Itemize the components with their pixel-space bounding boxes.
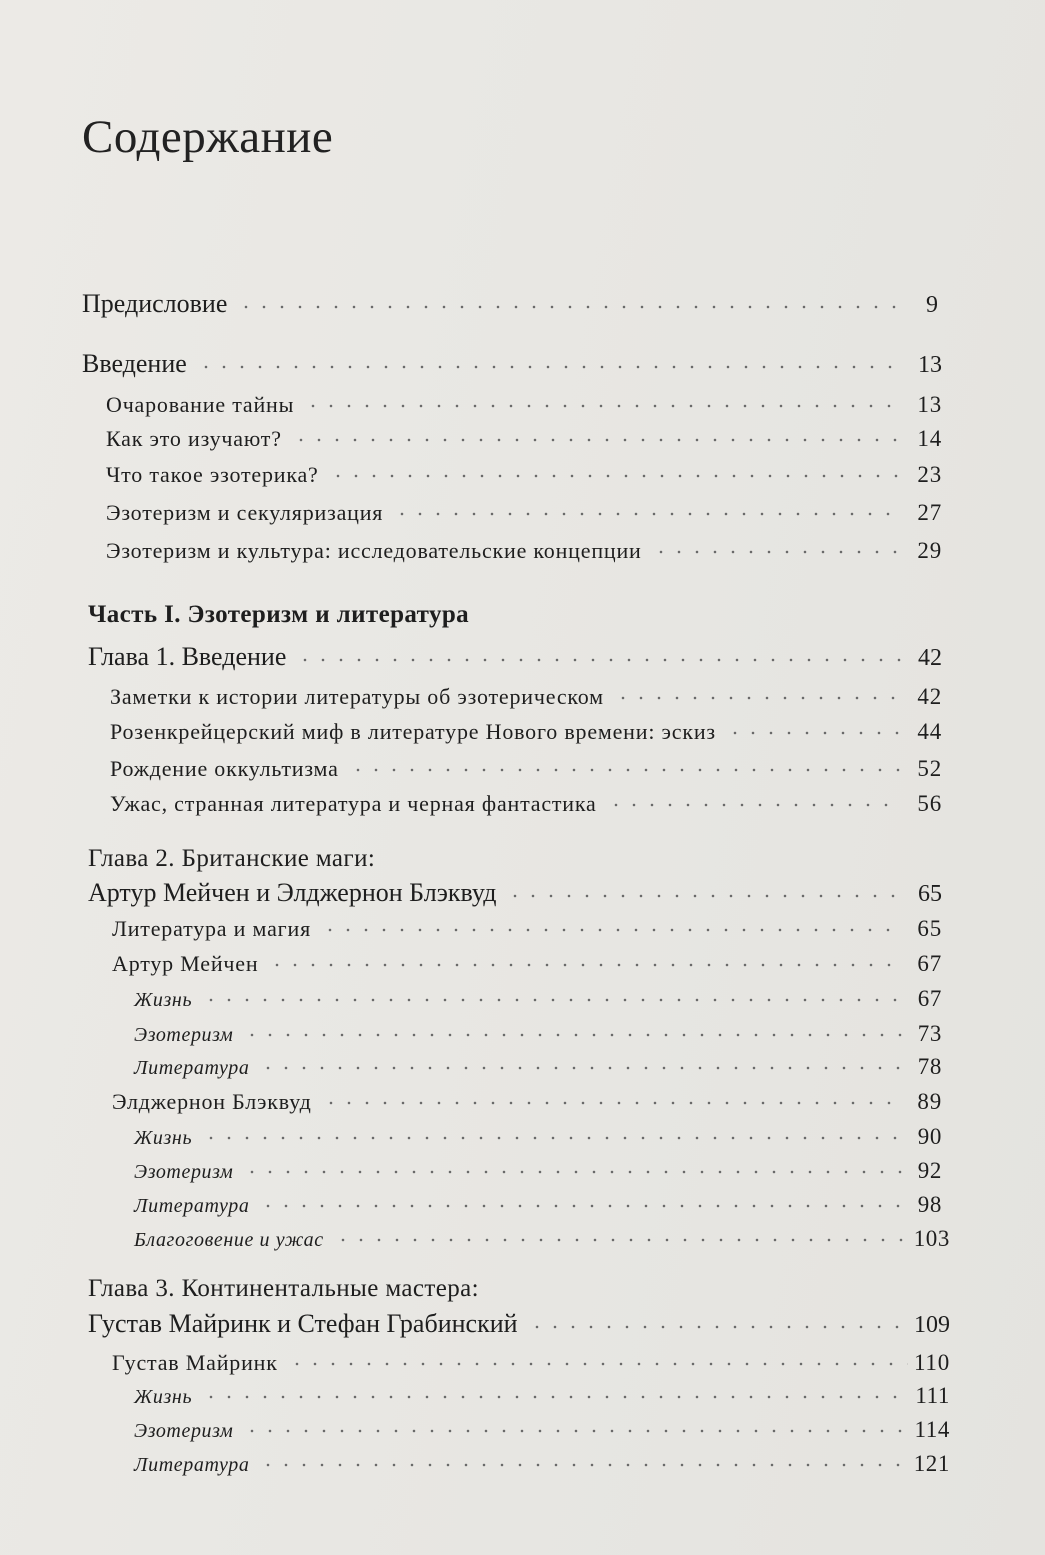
toc-entry-blackwood-life[interactable] bbox=[134, 1116, 942, 1150]
toc-part-heading[interactable]: Часть I. Эзотеризм и литература bbox=[88, 601, 470, 628]
toc-entry-title: Густав Майринк bbox=[112, 1350, 278, 1375]
dot-leader bbox=[288, 1359, 908, 1369]
dot-leader bbox=[726, 728, 902, 738]
toc-entry-title: Как это изучают? bbox=[106, 426, 282, 451]
toc-entry-title: Жизнь bbox=[134, 1386, 193, 1408]
toc-entry-title: Эзотеризм bbox=[134, 1161, 234, 1183]
toc-entry-title: Артур Мейчен и Элджернон Блэквуд bbox=[88, 878, 497, 907]
dot-leader bbox=[652, 547, 902, 557]
toc-page-number: 13 bbox=[918, 352, 942, 378]
toc-entry-blackwood-literature[interactable] bbox=[134, 1184, 942, 1218]
dot-leader bbox=[259, 1201, 902, 1211]
toc-entry-introduction[interactable] bbox=[82, 345, 942, 379]
toc-entry-title: Литература bbox=[134, 1057, 250, 1079]
toc-entry-notes-history[interactable] bbox=[110, 676, 942, 710]
dot-leader bbox=[322, 1098, 902, 1108]
toc-entry-horror-weird-fiction[interactable] bbox=[110, 783, 942, 817]
toc-entry-title: Очарование тайны bbox=[106, 392, 295, 417]
toc-entry-algernon-blackwood[interactable] bbox=[112, 1081, 942, 1115]
dot-leader bbox=[393, 509, 902, 519]
toc-entry-secularization[interactable] bbox=[106, 492, 942, 526]
toc-page-number: 89 bbox=[917, 1089, 942, 1114]
dot-leader bbox=[528, 1322, 908, 1332]
toc-page-number: 42 bbox=[918, 645, 942, 671]
toc-entry-title: Розенкрейцерский миф в литературе Нового времени: эскиз bbox=[110, 719, 716, 744]
toc-entry-what-is-esoterica[interactable] bbox=[106, 454, 942, 488]
toc-entry-title: Эзотеризм и секуляризация bbox=[106, 500, 384, 525]
dot-leader bbox=[202, 995, 902, 1005]
toc-entry-title: Элджернон Блэквуд bbox=[112, 1089, 312, 1114]
toc-page-number: 121 bbox=[913, 1451, 950, 1476]
dot-leader bbox=[243, 1030, 902, 1040]
dot-leader bbox=[296, 655, 902, 665]
dot-leader bbox=[259, 1460, 907, 1470]
toc-entry-gustav-meyrink[interactable] bbox=[112, 1342, 950, 1376]
toc-page-number: 29 bbox=[917, 538, 942, 563]
toc-entry-title: Литература и магия bbox=[112, 916, 311, 941]
toc-entry-chapter-1[interactable] bbox=[88, 638, 942, 672]
toc-page-number: 78 bbox=[917, 1054, 942, 1079]
toc-entry-title: Предисловие bbox=[82, 289, 228, 318]
dot-leader bbox=[304, 401, 902, 411]
dot-leader bbox=[292, 435, 902, 445]
toc-entry-birth-of-occultism[interactable] bbox=[110, 748, 942, 782]
dot-leader bbox=[329, 471, 902, 481]
toc-entry-title: Ужас, странная литература и черная фантастика bbox=[110, 791, 597, 816]
dot-leader bbox=[197, 362, 902, 372]
toc-page-number: 114 bbox=[914, 1417, 950, 1442]
toc-page-number: 27 bbox=[917, 500, 942, 525]
toc-entry-machen-esotericism[interactable] bbox=[134, 1013, 942, 1047]
toc-entry-machen-life[interactable] bbox=[134, 978, 942, 1012]
dot-leader bbox=[614, 693, 902, 703]
toc-page-number: 65 bbox=[917, 916, 942, 941]
toc-entry-title: Глава 1. Введение bbox=[88, 642, 287, 671]
dot-leader bbox=[506, 891, 902, 901]
dot-leader bbox=[607, 800, 902, 810]
toc-chapter-3-heading[interactable]: Глава 3. Континентальные мастера: bbox=[88, 1275, 479, 1302]
toc-entry-title: Что такое эзотерика? bbox=[106, 462, 319, 487]
toc-page-number: 44 bbox=[917, 719, 942, 744]
toc-entry-charm-of-mystery[interactable] bbox=[106, 384, 942, 418]
toc-page-number: 73 bbox=[917, 1021, 942, 1046]
toc-entry-title: Литература bbox=[134, 1195, 250, 1217]
toc-entry-chapter-2[interactable] bbox=[88, 874, 942, 908]
toc-entry-title: Благоговение и ужас bbox=[134, 1229, 324, 1251]
toc-entry-machen-literature[interactable] bbox=[134, 1046, 942, 1080]
toc-entry-culture-concepts[interactable] bbox=[106, 530, 942, 564]
toc-page-number: 9 bbox=[926, 292, 938, 318]
toc-entry-awe-and-horror[interactable] bbox=[134, 1218, 950, 1252]
toc-entry-title: Жизнь bbox=[134, 989, 193, 1011]
dot-leader bbox=[334, 1235, 908, 1245]
toc-entry-title: Введение bbox=[82, 349, 187, 378]
toc-page-number: 103 bbox=[913, 1226, 950, 1251]
toc-page-number: 56 bbox=[917, 791, 942, 816]
toc-page-number: 52 bbox=[917, 756, 942, 781]
toc-entry-title: Заметки к истории литературы об эзотерическом bbox=[110, 684, 604, 709]
toc-entry-chapter-3[interactable] bbox=[88, 1305, 950, 1339]
page-title: Содержание bbox=[82, 111, 334, 163]
toc-page-number: 67 bbox=[917, 951, 942, 976]
dot-leader bbox=[321, 925, 902, 935]
toc-entry-title: Эзотеризм и культура: исследовательские концепции bbox=[106, 538, 642, 563]
dot-leader bbox=[202, 1133, 902, 1143]
toc-entry-title: Густав Майринк и Стефан Грабинский bbox=[88, 1309, 518, 1338]
dot-leader bbox=[259, 1063, 902, 1073]
toc-page-number: 98 bbox=[917, 1192, 942, 1217]
toc-page-number: 13 bbox=[917, 392, 942, 417]
toc-page-number: 14 bbox=[917, 426, 942, 451]
toc-entry-meyrink-esotericism[interactable] bbox=[134, 1409, 950, 1443]
toc-page-number: 65 bbox=[918, 881, 942, 907]
toc-page-number: 92 bbox=[917, 1158, 942, 1183]
dot-leader bbox=[268, 960, 902, 970]
toc-entry-meyrink-life[interactable] bbox=[134, 1375, 950, 1409]
toc-entry-meyrink-literature[interactable] bbox=[134, 1443, 950, 1477]
dot-leader bbox=[237, 302, 898, 312]
dot-leader bbox=[243, 1426, 908, 1436]
toc-entry-title: Рождение оккультизма bbox=[110, 756, 339, 781]
toc-page-number: 23 bbox=[917, 462, 942, 487]
toc-entry-arthur-machen[interactable] bbox=[112, 943, 942, 977]
dot-leader bbox=[243, 1167, 902, 1177]
toc-entry-title: Артур Мейчен bbox=[112, 951, 259, 976]
toc-entry-literature-magic[interactable] bbox=[112, 908, 942, 942]
toc-entry-title: Жизнь bbox=[134, 1127, 193, 1149]
toc-chapter-2-heading[interactable]: Глава 2. Британские маги: bbox=[88, 845, 376, 872]
dot-leader bbox=[349, 765, 902, 775]
toc-entry-how-studied[interactable] bbox=[106, 418, 942, 452]
toc-entry-title: Эзотеризм bbox=[134, 1420, 234, 1442]
toc-page-number: 42 bbox=[917, 684, 942, 709]
toc-page-number: 109 bbox=[914, 1312, 950, 1338]
toc-entry-blackwood-esotericism[interactable] bbox=[134, 1150, 942, 1184]
toc-page-number: 67 bbox=[917, 986, 942, 1011]
toc-entry-title: Литература bbox=[134, 1454, 250, 1476]
toc-page-number: 111 bbox=[915, 1383, 950, 1408]
toc-page-number: 110 bbox=[913, 1350, 950, 1375]
toc-entry-preface[interactable] bbox=[82, 285, 938, 319]
toc-entry-title: Эзотеризм bbox=[134, 1024, 234, 1046]
toc-page-number: 90 bbox=[917, 1124, 942, 1149]
dot-leader bbox=[202, 1392, 909, 1402]
toc-entry-rosicrucian-myth[interactable] bbox=[110, 711, 942, 745]
